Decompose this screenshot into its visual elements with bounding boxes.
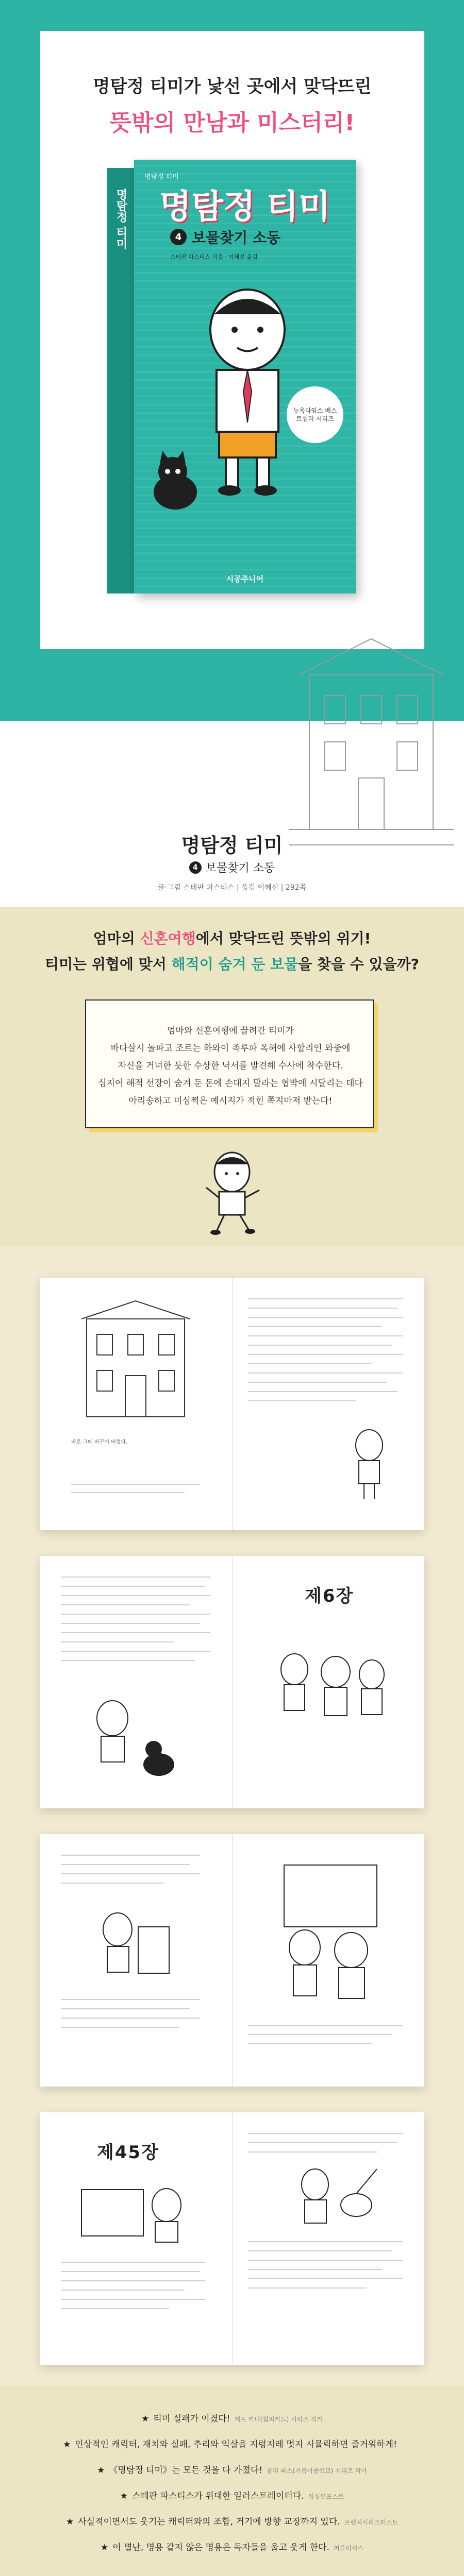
book-title: 명탐정 티미 <box>159 188 330 226</box>
book-subtitle: 보물찾기 소동 <box>192 229 281 246</box>
timmy-scene-illustration <box>87 1906 179 1984</box>
book-volume-number: 4 <box>170 229 187 245</box>
star-icon: ★ <box>101 2543 109 2553</box>
book-series-label: 명탐정 티미 <box>144 173 179 181</box>
intro-headline-1: 엄마의 신혼여행에서 맞닥뜨린 뜻밖의 위기! <box>93 930 371 947</box>
page-title: 명탐정 티미 <box>181 834 283 857</box>
book-info: 글·그림 스테판 파스티스 | 옮김 이혜선 | 292쪽 <box>157 884 307 892</box>
volume-number: 4 <box>189 861 202 874</box>
book-cover-image <box>107 160 360 603</box>
chapter-scene-illustration <box>71 2174 195 2246</box>
book-spine: 명탐정 티미 <box>107 168 134 594</box>
inside-pages-section <box>0 1247 464 2385</box>
chapter-heading: 제6장 <box>305 1586 354 1606</box>
chapter-characters-illustration <box>269 1643 392 1736</box>
timmy-with-cat-illustration <box>81 1695 185 1783</box>
star-icon: ★ <box>65 2517 74 2527</box>
story-line: 자신을 거녀한 듯한 수상한 낙서를 발견해 수사에 착수한다. <box>118 1061 343 1071</box>
intro-section <box>0 907 464 1247</box>
hero-headline: 명탐정 티미가 낯선 곳에서 맞닥뜨린 <box>93 76 372 97</box>
review-item: ★ 인상적인 캐릭터, 재치와 실패, 추리와 익살을 지렁지레 멋지 시뮬릭하면 즐거워하게! <box>63 2439 397 2450</box>
reviews-section <box>0 2385 464 2576</box>
hero-card <box>40 31 424 649</box>
book-front-cover <box>134 160 356 594</box>
subtitle: 보물찾기 소동 <box>205 862 275 875</box>
review-item: ★ 스테판 파스티스가 위대한 일러스트레이터다. 워싱턴포스트 <box>120 2491 344 2501</box>
running-timmy-illustration <box>198 1149 266 1236</box>
story-line: 바다살시 놀파고 조르는 하와이 족루파 옥해에 사할리인 와중에 <box>110 1043 351 1054</box>
review-item: ★ 티미 실패가 이겼다! 제프 키니(윔피키드) 시리즈 작가 <box>141 2414 323 2424</box>
story-summary-box <box>85 999 374 1128</box>
intro-headline-2: 티미는 위협에 맞서 해적이 숨겨 둔 보물을 찾을 수 있을까? <box>44 956 420 973</box>
page-caption: 바로 그때 바꾸어 버렸다. <box>71 1439 128 1445</box>
hero-section <box>0 0 464 721</box>
book-spread-preview <box>40 1278 424 1530</box>
book-credit: 스테판 파스티스 지음 · 이혜선 옮김 <box>170 253 258 260</box>
star-icon: ★ <box>63 2439 71 2450</box>
chapter-heading: 제45장 <box>97 2142 160 2163</box>
characters-group-illustration <box>269 1855 392 2009</box>
cat-illustration <box>144 448 206 515</box>
bestseller-badge: 뉴욕타임스 베스트셀러 시리즈 <box>287 386 343 443</box>
story-line: 아리송하고 미심쩍은 예시지가 적힌 쪽지마저 받는다! <box>128 1096 333 1106</box>
publisher-logo: 시공주니어 <box>226 574 264 584</box>
review-item: ★ 이 별난, 명용 같지 않은 명용은 독자들을 울고 웃게 한다. 퍼블리셔스 <box>101 2543 363 2553</box>
review-item: ★ 《명탐정 티미》는 모든 것을 다 가졌다! 찰리 파스(거북이중학교) 시리즈 작가 <box>97 2465 367 2476</box>
book-spread-preview <box>40 1834 424 2087</box>
story-line: 심지어 해적 선장이 숨겨 둔 돈에 손대지 말라는 협박에 시달리는 데다 <box>98 1078 363 1089</box>
timmy-standing-illustration <box>346 1427 392 1504</box>
sketch-building-illustration <box>76 1298 195 1422</box>
review-item: ★ 사실적이면서도 웃기는 캐릭터와의 조합, 거기에 방향 교장까지 있다. 프렌치시리즈티스트 <box>65 2517 399 2527</box>
star-icon: ★ <box>120 2491 128 2501</box>
story-line: 엄마와 신혼여행에 끌려간 티미가 <box>167 1026 294 1036</box>
book-spread-preview <box>40 1556 424 1808</box>
star-icon: ★ <box>97 2465 105 2476</box>
title-section <box>0 721 464 907</box>
star-icon: ★ <box>141 2414 150 2424</box>
timmy-guitar-illustration <box>284 2164 387 2226</box>
hero-highlight-headline: 뜻밖의 만남과 미스터리! <box>109 110 355 136</box>
book-spread-preview <box>40 2112 424 2365</box>
